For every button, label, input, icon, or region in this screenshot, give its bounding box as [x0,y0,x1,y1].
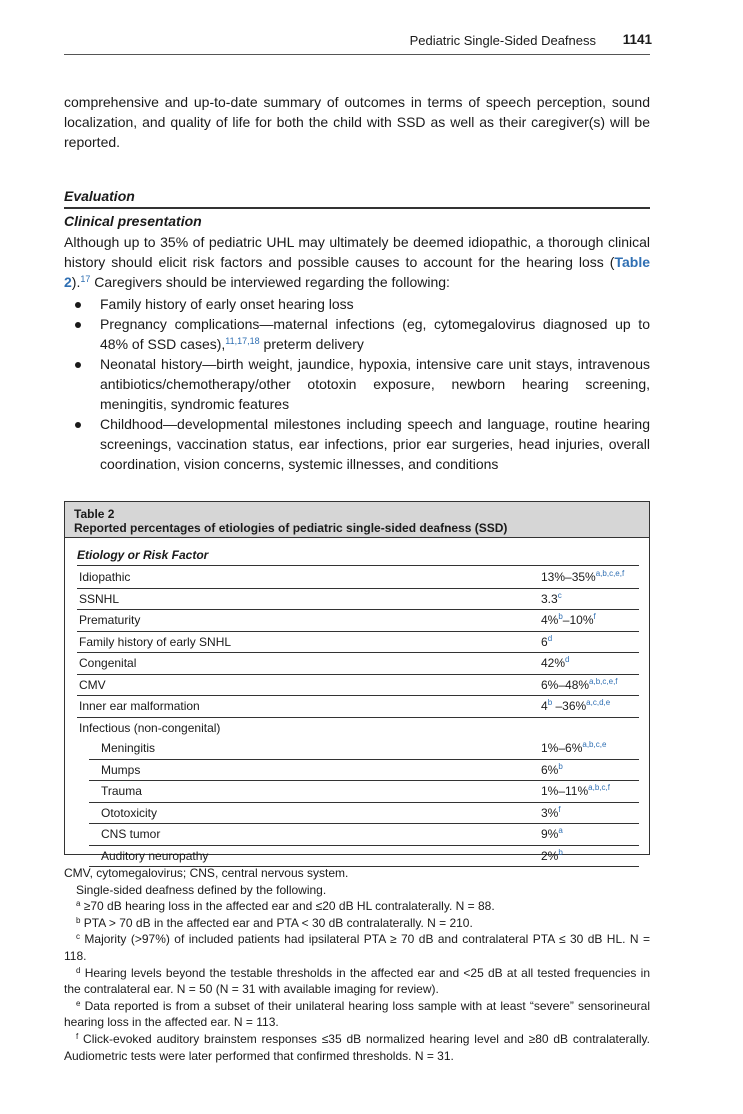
footnote-mark: a [76,899,81,909]
footnote [64,898,650,915]
percentage-cell: 2%$^b$ [541,847,563,863]
bullet-icon [75,422,81,428]
percentage-cell: 9%$^a$ [541,826,563,841]
table-row [77,632,639,654]
etiology-cell: Auditory neuropathy [101,848,209,863]
table-row [89,781,639,803]
bullet-icon [75,302,81,308]
footnote-ref[interactable]: c [557,590,562,600]
etiology-cell: Meningitis [101,741,156,755]
footnote [64,1031,650,1064]
table-label: Table 2 [74,507,115,521]
footnote-mark: e [76,998,81,1008]
etiology-cell: Inner ear malformation [79,699,200,713]
footnote-mark: b [76,915,81,925]
percentage-cell: 42%$^d$ [541,655,570,670]
table-row [89,803,639,825]
table-row [77,675,639,697]
table-row [77,718,639,739]
table-row [77,567,639,589]
table-row [77,653,639,675]
list-item [64,354,650,414]
etiology-cell: Mumps [101,762,141,777]
percentage-cell: 4$^b$ –36%$^{a,c,d,e}$ [541,698,611,713]
table-row [89,738,639,760]
percentage-cell: 1%–11%$^{a,b,c,f}$ [541,783,610,798]
footnote-text: ≥70 dB hearing loss in the affected ear and ≤20 dB HL contralaterally. N = 88. [80,899,495,914]
footnote-text: Data reported is from a subset of their unilateral hearing loss sample with at least “severe” sensorineural hearing loss in the affected ear. N = 113. [64,998,650,1030]
percentage-cell: 6%–48%$^{a,b,c,e,f}$ [541,676,618,692]
percentage-cell: 3%$^f$ [541,804,561,820]
footnote [64,965,650,998]
footnote-ref[interactable]: a,c,d,e [586,698,611,707]
footnote-ref[interactable]: b [558,761,563,771]
header-rule [64,54,650,55]
bullet-text: Neonatal history—birth weight, jaundice, hypoxia, intensive care unit stays, intravenous antibiotics/chemotherapy/other ototoxin exposure, newborn hearing screening, meningitis, syndromic features [100,356,650,412]
footnote [64,998,650,1031]
history-bullet-list [64,294,650,474]
percentage-cell: 1%–6%$^{a,b,c,e}$ [541,740,607,755]
footnote-ref[interactable]: b [547,698,553,707]
percentage-cell: 6$^d$ [541,633,553,649]
subsection-heading: Clinical presentation [64,213,202,229]
table-row [89,846,639,868]
bullet-text: Pregnancy complications—maternal infections (eg, cytomegalovirus diagnosed up to 48% of SSD cases), [100,316,650,352]
table-notes [64,865,650,1064]
section-heading: Evaluation [64,188,135,204]
list-item [64,294,650,314]
clinical-text-2: ). [71,274,81,290]
footnote-text: Majority (>97%) of included patients had ipsilateral PTA ≥ 70 dB and contralateral PTA ≤ 30 dB HL. N = 118. [64,932,650,963]
etiology-cell: CMV [79,677,106,692]
etiology-cell: Prematurity [79,613,141,627]
section-rule [64,207,650,209]
footnote-ref[interactable]: f [593,612,596,621]
footnote-mark: f [76,1031,79,1041]
clinical-text-3: Caregivers should be interviewed regarding the following: [90,274,450,290]
footnote-ref[interactable]: f [558,804,561,814]
etiology-table [64,501,650,863]
footnote-ref[interactable]: d [565,655,570,664]
footnote-text: Click-evoked auditory brainstem responses ≤35 dB normalized hearing level and ≥80 dB contralaterally. Audiometric tests were later performed that confirmed thresholds. N = 31. [64,1031,650,1063]
bullet-text-tail: preterm delivery [259,336,364,352]
etiology-cell: Idiopathic [79,570,131,584]
definition-note: Single-sided deafness defined by the following. [76,882,327,897]
footnote [64,931,650,964]
list-item [64,414,650,474]
table-2-link[interactable]: Table 2 [64,254,650,290]
etiology-cell: Trauma [101,784,142,798]
footnote-text: Hearing levels beyond the testable thresholds in the affected ear and <25 dB at all tested frequencies in the contralateral ear. N = 50 (N = 31 with available imaging for review). [64,965,650,997]
intro-paragraph: comprehensive and up-to-date summary of outcomes in terms of speech perception, sound localization, and quality of life for both the child with SSD as well as their caregiver(s) will be reported. [64,94,650,150]
percentage-cell: 6%$^b$ [541,761,563,777]
table-row [89,824,639,846]
footnote-text: PTA > 70 dB in the affected ear and PTA < 30 dB contralaterally. N = 210. [80,915,473,930]
table-row [77,610,639,632]
table-title: Reported percentages of etiologies of pediatric single-sided deafness (SSD) [74,521,508,535]
table-body [77,567,639,867]
percentage-cell: 13%–35%$^{a,b,c,e,f}$ [541,569,625,584]
bullet-text: Childhood—developmental milestones including speech and language, routine hearing screenings, vaccination status, ear infections, prior ear surgeries, head injuries, overall coordination, vision concerns, systemic illnesses, and conditions [100,416,650,472]
footnote-ref[interactable]: a [558,826,563,835]
footnote-ref[interactable]: b [558,847,563,857]
table-column-header: Etiology or Risk Factor [77,547,639,566]
clinical-paragraph [64,232,650,292]
etiology-cell: Family history of early SNHL [79,634,232,649]
table-row [89,760,639,782]
footnote-ref[interactable]: b [558,612,563,621]
clinical-text-1: Although up to 35% of pediatric UHL may ultimately be deemed idiopathic, a thorough clinical history should elicit risk factors and possible causes to account for the hearing loss ( [64,234,650,270]
footnote-ref[interactable]: a,b,c,e,f [589,676,618,686]
footnote-ref[interactable]: a,b,c,e [582,740,607,749]
table-caption [65,502,649,538]
percentage-cell: 4%$^b$–10%$^f$ [541,612,596,627]
bullet-icon [75,362,81,368]
footnote-mark: c [76,932,80,942]
footnote-ref[interactable]: a,b,c,f [588,783,610,792]
bullet-text: Family history of early onset hearing loss [100,296,354,312]
bullet-icon [75,322,81,328]
table-row [77,696,639,718]
footnote-ref[interactable]: d [547,633,553,643]
footnote-ref[interactable]: a,b,c,e,f [595,569,625,578]
table-row [77,589,639,611]
abbreviations-note: CMV, cytomegalovirus; CNS, central nervous system. [64,866,349,880]
etiology-cell: Ototoxicity [101,805,158,820]
etiology-cell: Congenital [79,656,137,670]
footnote-mark: d [76,965,81,975]
citation-ref[interactable]: 17 [80,274,91,284]
etiology-cell: Infectious (non-congenital) [79,720,221,735]
running-title: Pediatric Single-Sided Deafness [409,33,596,48]
running-header [64,31,650,53]
page-number: 1141 [622,32,652,47]
percentage-cell: 3.3$^c$ [541,590,562,606]
etiology-cell: SSNHL [79,591,120,606]
etiology-cell: CNS tumor [101,827,161,841]
citation-ref[interactable]: 11,17,18 [225,336,260,346]
list-item [64,314,650,354]
footnote-list [64,898,650,1064]
footnote [64,915,650,932]
